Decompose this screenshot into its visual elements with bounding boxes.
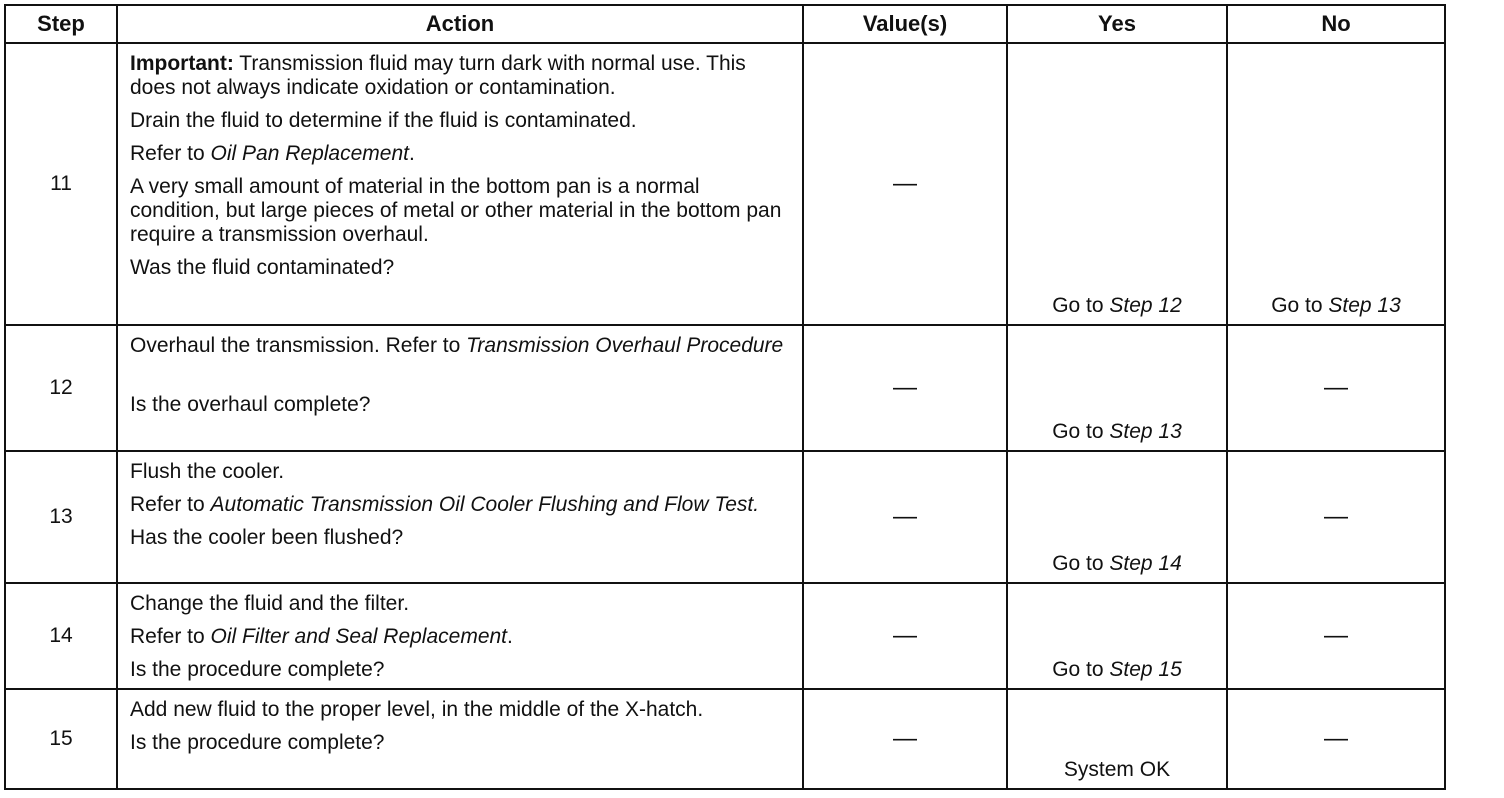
step-number: 11 (5, 43, 117, 325)
important-label: Important: (130, 52, 234, 75)
reference-prefix: Refer to (130, 142, 211, 165)
yes-cell (1007, 325, 1227, 451)
yes-step-link: Step 14 (1109, 552, 1182, 575)
action-cell (117, 689, 803, 789)
no-cell: — (1227, 451, 1445, 583)
step-number: 15 (5, 689, 117, 789)
step-number: 13 (5, 451, 117, 583)
value-cell: — (803, 583, 1007, 689)
action-question: Is the procedure complete? (130, 658, 385, 681)
action-instruction: Add new fluid to the proper level, in the middle of the X-hatch. (130, 698, 704, 721)
important-note (130, 52, 792, 100)
yes-step-link: Step 15 (1109, 658, 1182, 681)
no-cell: — (1227, 325, 1445, 451)
header-step: Step (5, 5, 117, 43)
diagnostic-table (4, 4, 1446, 790)
header-yes: Yes (1007, 5, 1227, 43)
action-question: Is the overhaul complete? (130, 393, 371, 416)
reference-suffix: . (507, 625, 513, 648)
reference-link: Transmission Overhaul Procedure (466, 334, 784, 357)
table-row-step-11 (5, 43, 1445, 325)
reference-prefix: Refer to (130, 625, 211, 648)
yes-step-link: Step 12 (1109, 294, 1182, 317)
table-row-step-14 (5, 583, 1445, 689)
yes-prefix: Go to (1052, 420, 1110, 443)
table-row-step-15 (5, 689, 1445, 789)
no-cell: — (1227, 583, 1445, 689)
reference-suffix: . (753, 493, 760, 516)
table-row-step-12 (5, 325, 1445, 451)
action-instruction: Change the fluid and the filter. (130, 592, 410, 615)
action-reference (130, 625, 792, 649)
yes-cell (1007, 583, 1227, 689)
reference-suffix: . (408, 142, 415, 165)
reference-prefix: Refer to (130, 493, 211, 516)
value-cell: — (803, 325, 1007, 451)
action-question: Has the cooler been flushed? (130, 526, 404, 549)
yes-cell (1007, 43, 1227, 325)
blank-line (130, 367, 792, 393)
header-values: Value(s) (803, 5, 1007, 43)
instruction-text: Overhaul the transmission. Refer to (130, 334, 467, 357)
yes-prefix: Go to (1052, 294, 1110, 317)
action-reference (130, 493, 792, 517)
yes-prefix: Go to (1052, 552, 1110, 575)
step-number: 14 (5, 583, 117, 689)
no-cell: — (1227, 689, 1445, 789)
action-cell (117, 451, 803, 583)
action-question: Is the procedure complete? (130, 731, 385, 754)
no-prefix: Go to (1271, 294, 1329, 317)
header-row (5, 5, 1445, 43)
reference-link: Automatic Transmission Oil Cooler Flushing and Flow Test (210, 493, 754, 516)
reference-link: Oil Filter and Seal Replacement (210, 625, 508, 648)
action-question: Was the fluid contaminated? (130, 256, 395, 279)
action-cell (117, 325, 803, 451)
action-cell (117, 43, 803, 325)
action-instruction: Drain the fluid to determine if the fluid is contaminated. (130, 109, 637, 132)
value-cell: — (803, 43, 1007, 325)
value-cell: — (803, 689, 1007, 789)
action-reference (130, 142, 792, 166)
yes-step-link: Step 13 (1109, 420, 1182, 443)
action-note: A very small amount of material in the bottom pan is a normal condition, but large pieces of metal or other material in the bottom pan require a transmission overhaul. (130, 175, 782, 246)
action-instruction (130, 334, 792, 358)
header-action: Action (117, 5, 803, 43)
yes-prefix: Go to (1052, 658, 1110, 681)
value-cell: — (803, 451, 1007, 583)
action-cell (117, 583, 803, 689)
no-step-link: Step 13 (1328, 294, 1401, 317)
step-number: 12 (5, 325, 117, 451)
yes-cell: System OK (1007, 689, 1227, 789)
no-cell (1227, 43, 1445, 325)
table-row-step-13 (5, 451, 1445, 583)
action-instruction: Flush the cooler. (130, 460, 285, 483)
header-no: No (1227, 5, 1445, 43)
yes-cell (1007, 451, 1227, 583)
reference-link: Oil Pan Replacement (210, 142, 409, 165)
important-text: Transmission fluid may turn dark with normal use. This does not always indicate oxidation or contamination. (130, 52, 746, 99)
